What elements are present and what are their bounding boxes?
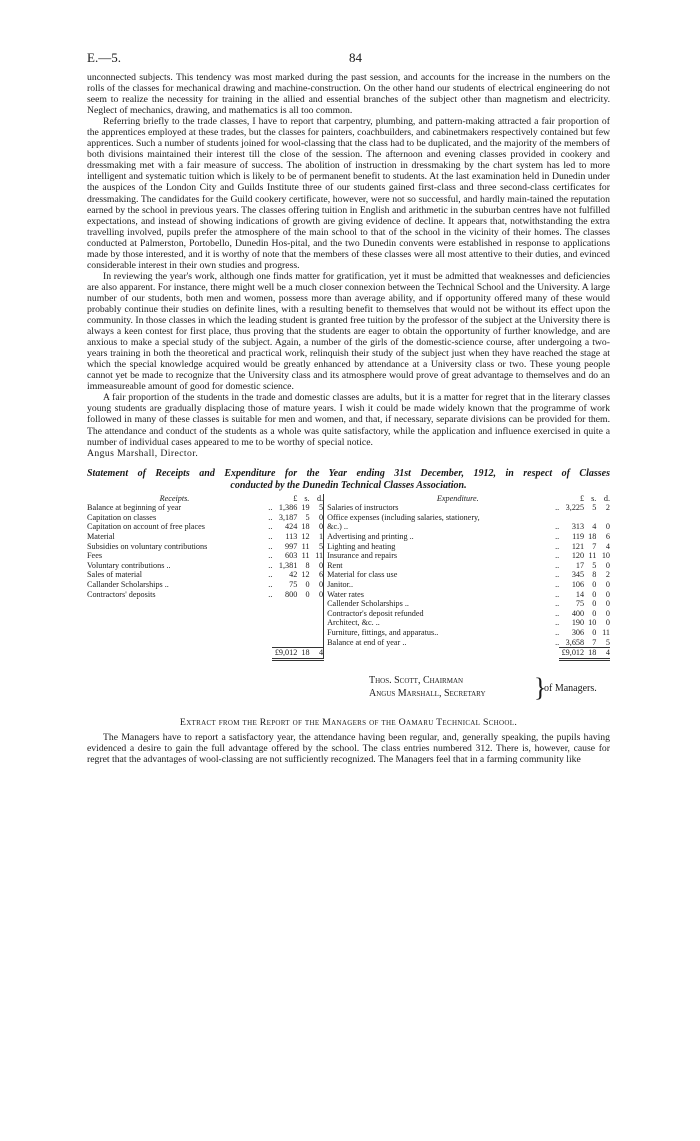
receipt-pence [310,599,324,609]
expenditure-pence: 2 [605,570,610,580]
paragraph: unconnected subjects. This tendency was most marked during the past session, and accounts for the increase in the numbers on the rolls of the classes for mechanical drawing and machine-construction. On the other hand our students of electrical engineering do not seem to realize the necessity for training in the allied and essential branches of the subject other than magnetism and electricity. Neglect of mechanics, drawing, and mathematics is all too common. [87,72,610,117]
expenditure-col-pounds: £ [580,493,585,503]
account-row [87,609,610,619]
receipt-shillings [297,638,309,648]
receipt-pounds [272,628,297,638]
expenditure-shillings: 0 [592,627,597,637]
managers-suffix: of Managers. [544,682,597,694]
receipt-pounds: 1,381 [278,560,298,570]
leader-dots [242,599,272,609]
leader-dots: .. [555,541,560,551]
leader-dots: .. [555,579,560,589]
director-signature: Angus Marshall, Director. [87,447,199,459]
receipt-shillings: 18 [301,522,310,532]
expenditure-pounds: 313 [571,522,585,532]
managers-signatures [369,672,610,705]
expenditure-label: &c.) .. [327,522,349,532]
receipts-total-pence: 4 [310,648,324,660]
receipts-total-pounds: £9,012 [272,648,297,660]
account-row [87,628,610,638]
account-row [87,638,610,648]
receipt-shillings: 8 [305,560,310,570]
receipt-pence: 0 [310,522,324,532]
receipt-label [87,638,242,648]
expenditure-pounds: 306 [571,627,585,637]
receipt-pounds: 603 [285,551,298,561]
statement-title [87,468,610,492]
receipt-pence: 6 [310,570,324,580]
receipt-pence [310,618,324,628]
receipt-shillings [297,609,309,619]
receipt-label [87,609,242,619]
receipt-pounds: 1,386 [278,503,298,513]
leader-dots: .. [555,503,560,513]
account-row [87,503,610,513]
leader-dots: .. [268,541,273,551]
account-row [87,580,610,590]
account-row [87,542,610,552]
expenditure-shillings: 7 [592,541,597,551]
account-row [87,618,610,628]
receipt-pounds: 113 [285,532,298,542]
leader-dots: .. [555,608,560,618]
expenditure-col-pence: d. [603,493,610,503]
expenditure-shillings: 0 [592,599,597,609]
expenditure-pounds: 400 [571,608,585,618]
leader-dots: .. [268,522,273,532]
expenditure-pence: 0 [605,618,610,628]
leader-dots: .. [555,618,560,628]
receipt-pence: 5 [310,542,324,552]
leader-dots [531,513,559,523]
account-row [87,513,610,523]
receipt-label: Callander Scholarships .. [87,579,169,589]
expenditure-label: Salaries of instructors [327,503,399,513]
chairman-name: Thos. Scott, Chairman [369,674,464,686]
statement-title-line2: conducted by the Dunedin Technical Classes Association. [230,479,467,491]
accounts-total-row [87,648,610,660]
expenditure-pence [596,513,610,523]
receipts-col-shillings: s. [304,493,310,503]
expenditure-label: Advertising and printing .. [327,532,414,542]
receipt-pounds: 42 [289,570,298,580]
account-row [87,599,610,609]
receipt-label: Balance at beginning of year [87,503,182,513]
receipt-pounds: 800 [285,589,298,599]
expenditure-label: Material for class use [327,570,398,580]
receipt-label [87,628,242,638]
expenditure-label: Architect, &c. .. [327,618,380,628]
receipt-pounds: 424 [285,522,298,532]
receipt-label: Subsidies on voluntary contributions [87,541,208,551]
receipt-pence [310,609,324,619]
receipt-shillings: 19 [301,503,310,513]
statement-title-line1: Statement of Receipts and Expenditure for the Year ending 31st December, 1912, in respect of Classes [87,467,610,479]
expenditure-shillings: 5 [592,503,597,513]
expenditure-label: Janitor.. [327,579,354,589]
leader-dots: .. [555,570,560,580]
expenditure-label: Rent [327,560,343,570]
expenditure-pounds: 106 [571,579,585,589]
receipt-label: Capitation on account of free places [87,522,205,532]
extract-heading: Extract from the Report of the Managers of the Oamaru Technical School. [179,716,518,728]
receipt-pence: 0 [310,513,324,523]
receipt-shillings: 0 [305,579,310,589]
receipt-shillings [297,628,309,638]
accounts-header-row [87,494,610,504]
leader-dots: .. [555,560,560,570]
expenditure-shillings: 4 [592,522,597,532]
receipt-pounds: 3,187 [278,512,298,522]
leader-dots: .. [268,532,273,542]
receipt-label: Voluntary contributions .. [87,560,171,570]
receipt-pence: 0 [310,561,324,571]
expenditure-pounds: 345 [571,570,585,580]
expenditure-label: Water rates [327,589,364,599]
receipt-label [87,599,242,609]
expenditure-pence: 6 [605,532,610,542]
expenditure-pounds: 119 [572,532,585,542]
receipt-pounds: 997 [285,541,298,551]
account-row [87,570,610,580]
receipt-shillings: 5 [305,512,310,522]
leader-dots: .. [555,589,560,599]
receipts-col-pounds: £ [293,493,298,503]
account-row [87,561,610,571]
extract-paragraph: The Managers have to report a satisfactory year, the attendance having been regular, and, generally speaking, the pupils having evidenced a desire to gain the full advantage offered by the school. The class entries numbered 312. There is, however, cause for regret that the advantages of wool-classing are not sufficiently recognized. The Managers feel that in a farming community like [87,731,610,765]
receipts-col-pence: d. [310,494,324,504]
accounts-rows [87,503,610,647]
expenditure-pounds: 17 [575,560,585,570]
expenditure-shillings: 18 [588,532,597,542]
paragraph: Referring briefly to the trade classes, I have to report that carpentry, plumbing, and pattern-making attracted a fair proportion of the apprentices employed at these trades, but the classes for painters, coachbuilders, and cabinetmakers respectively contained but few apprentices. Such a number of students joined for wool-classing that the class had to be duplicated, and the majority of the members of both divisions maintained their interest till the close of the session. The afternoon and evening classes provided in cookery and dressmaking met with a fair measure of success. The abolition of instruction in dressmaking by the chart system has led to more intelligent and systematic tuition which is likely to be of permanent benefit to students. At the last examination held in Dunedin under the auspices of the London City and Guilds Institute three of our students gained first-class and three second-class certificates for dressmaking. The candidates for the Guild cookery certificate, however, were not so successful, and hardly main-tained the reputation earned by the school in previous years. The classes offering tuition in English and arithmetic in the suburban centres have not fulfilled expectations, and instead of showing indications of growth are giving evidence of decline. It appears that, notwithstanding the extra travelling involved, pupils prefer the atmosphere of the main school to that of the school in the vicinity of their homes. The classes conducted at Palmerston, Portobello, Dunedin Hos-pital, and the two Dunedin convents were established in response to applications made by those interested, and it is worthy of note that the members of these classes were all most attentive to their duties, and evinced considerable interest in their own studies and progress. [87,116,610,271]
receipt-shillings: 11 [301,551,310,561]
leader-dots: .. [268,570,273,580]
expenditure-pence: 10 [601,551,610,561]
account-row [87,522,610,532]
leader-dots: .. [268,503,273,513]
expenditure-pence: 0 [605,608,610,618]
expenditure-pence: 4 [605,541,610,551]
leader-dots: .. [555,627,560,637]
receipt-label: Material [87,532,115,542]
page-number: 84 [349,50,362,65]
document-page [87,50,610,765]
leader-dots [242,628,272,638]
expenditure-pounds: 75 [575,599,585,609]
expenditure-label: Callender Scholarships .. [327,599,409,609]
expenditure-shillings: 0 [592,579,597,589]
expenditure-pounds: 3,225 [565,503,585,513]
receipt-shillings [297,618,309,628]
expenditure-pounds: 121 [571,541,585,551]
report-reference: E.—5. [87,50,121,65]
expenditure-pence: 11 [602,627,610,637]
receipt-pence: 0 [310,580,324,590]
leader-dots: .. [555,599,560,609]
receipt-pounds [272,618,297,628]
receipt-label [87,618,242,628]
expenditure-pounds: 14 [575,589,585,599]
leader-dots: .. [268,512,273,522]
leader-dots: .. [268,579,273,589]
expenditure-shillings: 10 [588,618,597,628]
expenditure-label: Furniture, fittings, and apparatus.. [327,627,439,637]
expenditure-pence: 0 [605,599,610,609]
expenditure-shillings [584,513,596,523]
leader-dots [242,618,272,628]
expenditure-label: Insurance and repairs [327,551,398,561]
receipt-pounds [272,599,297,609]
receipt-shillings: 11 [301,541,310,551]
leader-dots: .. [555,532,560,542]
expenditure-pounds [559,513,584,523]
receipts-total-shillings: 18 [297,648,309,660]
receipt-shillings: 0 [305,589,310,599]
expenditure-label: Office expenses (including salaries, stationery, [327,512,480,522]
expenditure-label: Contractor's deposit refunded [327,608,424,618]
expenditure-shillings: 0 [592,608,597,618]
receipt-pence: 5 [310,503,324,513]
receipts-heading: Receipts. [159,493,190,503]
receipt-shillings: 12 [301,570,310,580]
receipt-label: Capitation on classes [87,512,157,522]
receipt-label: Sales of material [87,570,143,580]
expenditure-label: Lighting and heating [327,541,396,551]
expenditure-shillings: 8 [592,570,597,580]
leader-dots: .. [555,522,560,532]
expenditure-pence: 2 [605,503,610,513]
brace-symbol: } [534,672,547,702]
expenditure-pence: 5 [605,637,610,647]
expenditure-shillings: 0 [592,589,597,599]
expenditure-col-shillings: s. [591,493,597,503]
receipt-pence [310,628,324,638]
secretary-name: Angus Marshall, Secretary [369,687,486,699]
expenditure-label: Balance at end of year .. [327,637,407,647]
expenditure-total-pence: 4 [596,648,610,660]
paragraph: In reviewing the year's work, although one finds matter for gratification, yet it must be admitted that weaknesses and deficiencies are also apparent. For instance, there might well be a much closer connexion between the Technical School and the University. A large number of our students, both men and women, possess more than average ability, and if opportunity offered many of these would probably continue their studies on definite lines, with a resulting benefit to themselves that would not be without its effect upon the community. In those classes in which the leading student is granted free tuition by the professor of the subject at the University there is always a keen contest for first place, thus proving that the students are eager to obtain the opportunity of further knowledge, and are anxious to make a special study of the subject. Again, a number of the girls of the domestic-science course, after undergoing a two-years training in both the theoretical and practical work, relinquish their study of the subject just when they have reached the stage at which the special knowledge acquired would be greatly enhanced by attendance at a University class or two. These young people cannot yet be made to recognize that the University class and its atmosphere would prove of great advantage to themselves and do an immeasureable amount of good for domestic science. [87,270,610,393]
accounts-table [87,494,610,661]
receipt-shillings [297,599,309,609]
paragraph: A fair proportion of the students in the trade and domestic classes are adults, but it is a matter for regret that in the literary classes young students are gradually displacing those of mature years. I wish it could be made widely known that the programme of work followed in many of these classes is suitable for men and women, and that, if necessary, separate divisions can be provided for them. The attendance and conduct of the students as a whole was quite satisfactory, while the application and influence exercised in quite a number of individual cases appeared to me to be worthy of special notice. [87,392,610,448]
report-body [87,72,610,459]
expenditure-pence: 0 [605,579,610,589]
receipt-label: Contractors' deposits [87,589,156,599]
expenditure-shillings: 7 [592,637,597,647]
leader-dots: .. [268,551,273,561]
receipt-pence: 1 [310,532,324,542]
leader-dots: .. [268,589,273,599]
receipt-label: Fees [87,551,103,561]
receipt-pence: 11 [310,551,324,561]
expenditure-pence: 0 [605,560,610,570]
receipt-shillings: 12 [301,532,310,542]
receipt-pence [310,638,324,648]
expenditure-shillings: 11 [588,551,597,561]
expenditure-pence: 0 [605,522,610,532]
leader-dots [242,609,272,619]
extract-body [87,732,610,765]
receipt-pounds: 75 [289,579,298,589]
account-row [87,551,610,561]
expenditure-pounds: 190 [571,618,585,628]
receipt-pounds [272,609,297,619]
page-header [87,50,610,72]
expenditure-pence: 0 [605,589,610,599]
receipt-pence: 0 [310,590,324,600]
expenditure-pounds: 3,658 [565,637,585,647]
leader-dots: .. [555,637,560,647]
account-row [87,590,610,600]
leader-dots: .. [268,560,273,570]
expenditure-shillings: 5 [592,560,597,570]
expenditure-total-shillings: 18 [584,648,596,660]
expenditure-total-pounds: £9,012 [559,648,584,660]
leader-dots: .. [555,551,560,561]
expenditure-pounds: 120 [571,551,585,561]
expenditure-heading: Expenditure. [436,493,479,503]
receipt-pounds [272,638,297,648]
account-row [87,532,610,542]
leader-dots [242,638,272,648]
